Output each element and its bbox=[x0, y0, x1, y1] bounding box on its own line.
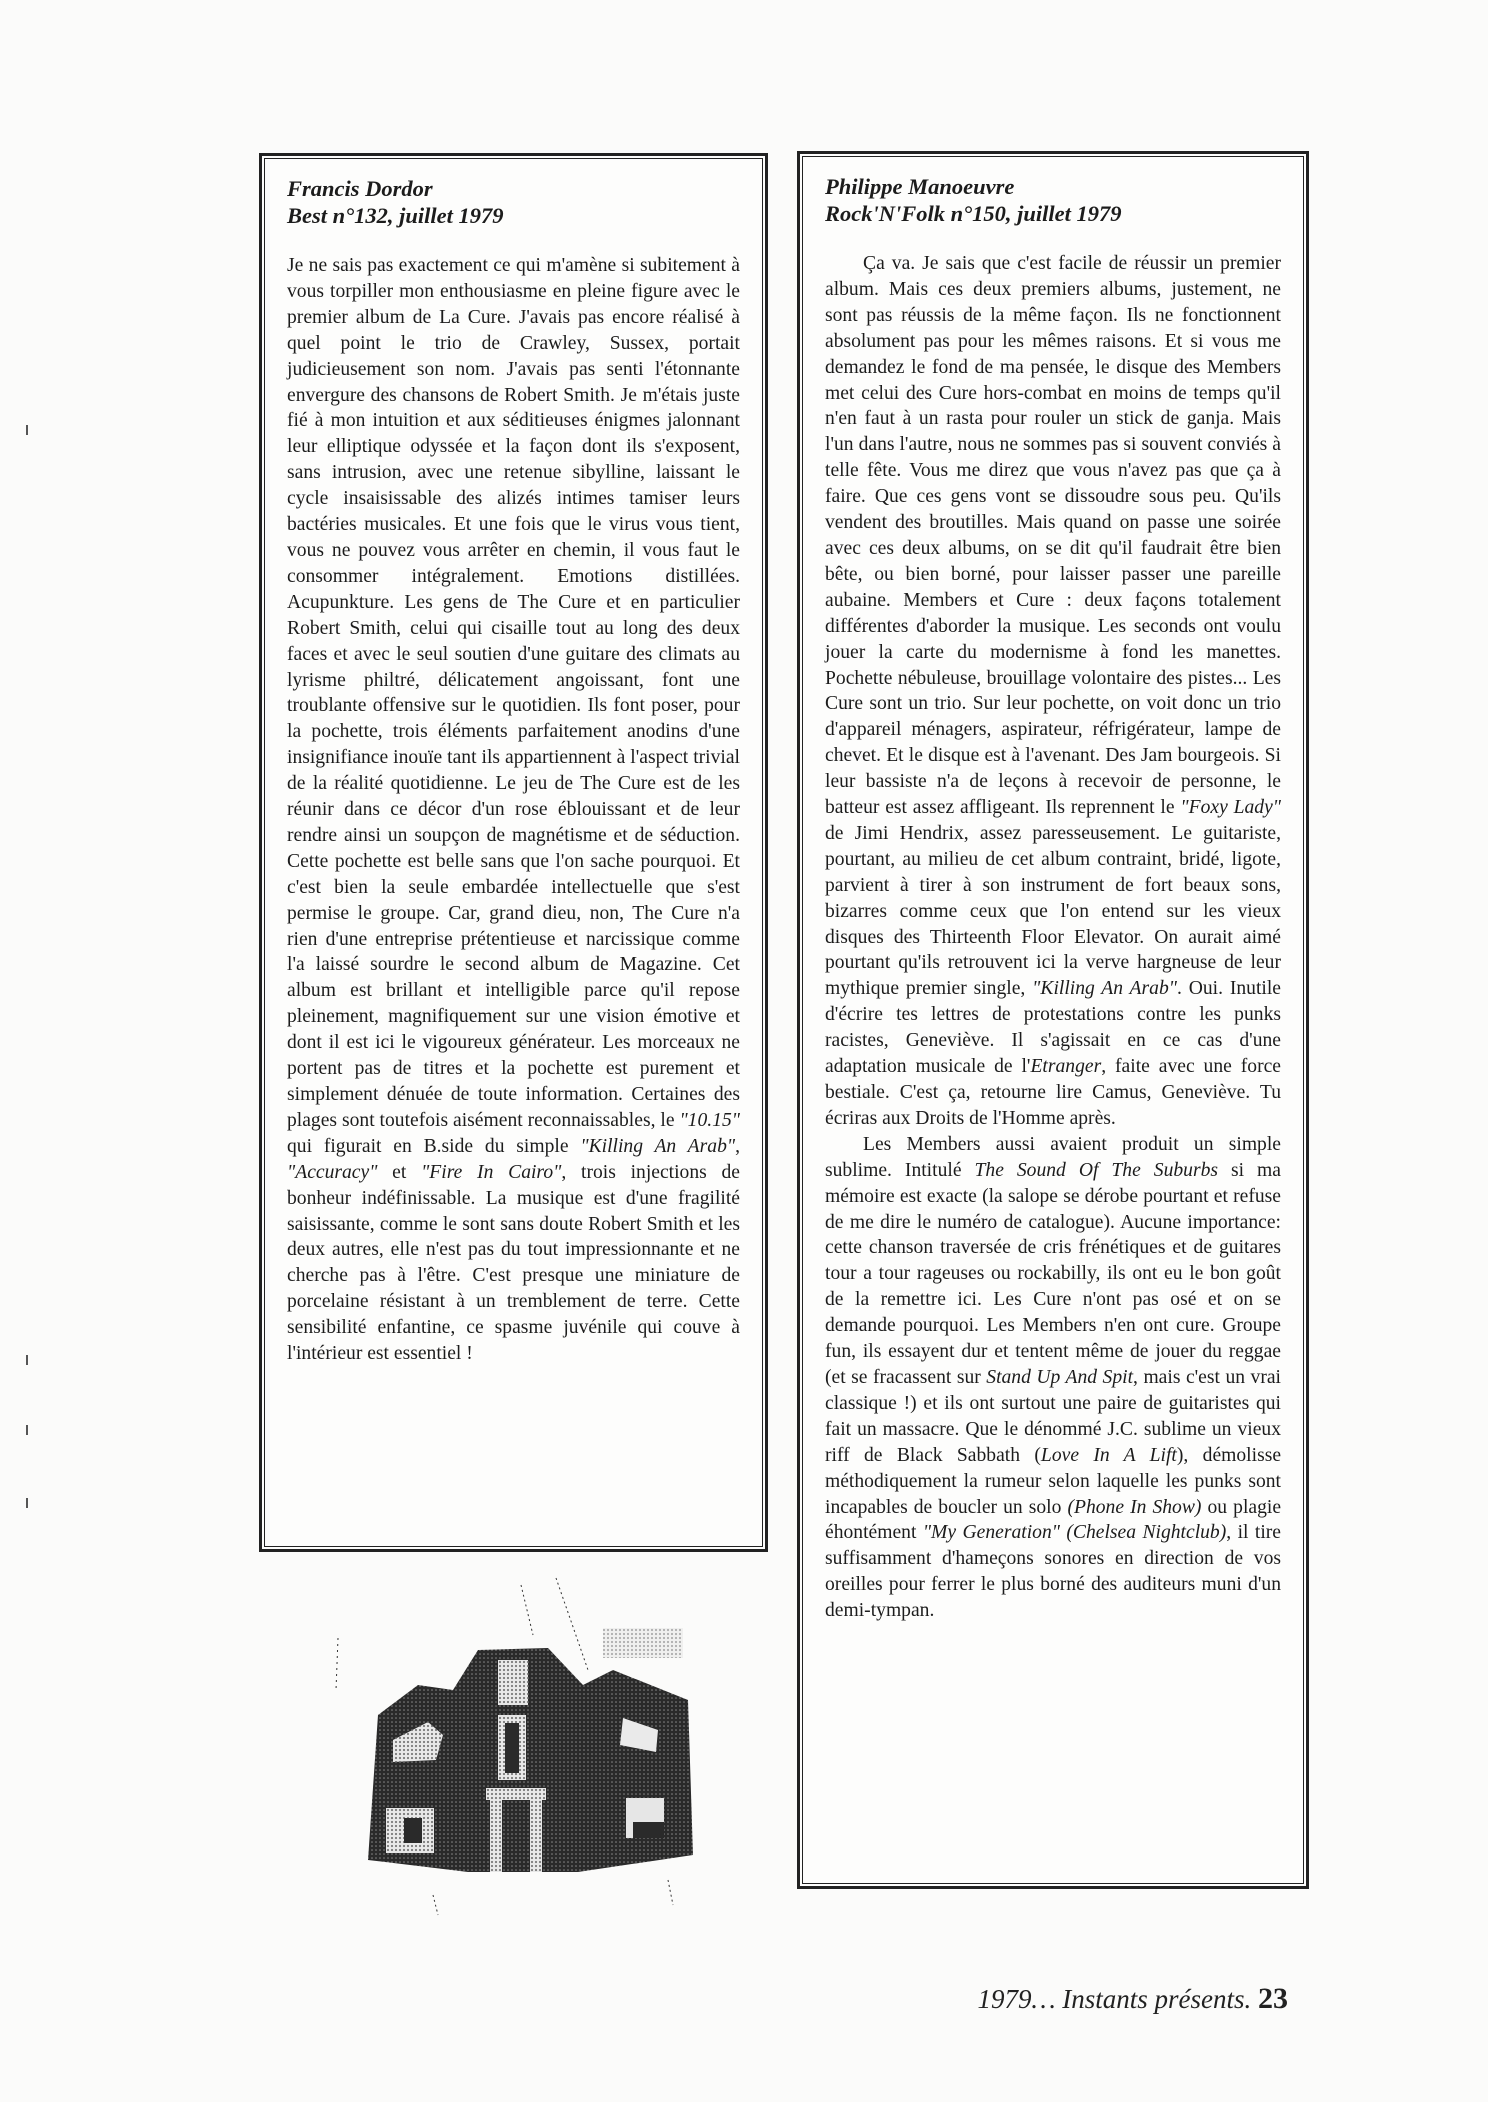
review-author: Philippe Manoeuvre bbox=[825, 174, 1015, 199]
text-run: si ma mémoire est exacte (la salope se dérobe pourtant et refuse de me dire le numéro de catalogue). Aucune importance: cette chanson traversée de cris frénétiques et de guitares tour a tour rageuses ou rockabilly, ils ont eu le bon goût de la remettre ici. Les Cure n'ont pas osé et on se demande pourquoi. Les Members n'en ont cure. Groupe fun, ils essayent dur et tentent même de jouer du reggae (et se fracassent sur bbox=[825, 1159, 1281, 1388]
porch-roof bbox=[486, 1788, 546, 1800]
review-source: Best n°132, juillet 1979 bbox=[287, 203, 504, 228]
text-run: Ça va. Je sais que c'est facile de réussir un premier album. Mais ces deux premiers albums, justement, ne sont pas réussis de la même façon. Ils ne fonctionnent absolument pas pour les mêmes raisons. Et si vous me demandez le fond de ma pensée, le disque des Members met celui des Cure hors-combat en moins de temps qu'il n'en faut à un rasta pour rouler un stick de ganja. Mais l'un dans l'autre, nous ne sommes pas si souvent conviés à telle fête. Vous me direz que vous n'avez pas que ça à faire. Que ces gens vont se dissoudre sous peu. Qu'ils vendent des broutilles. Mais quand on passe une soirée avec ces deux albums, on se dit qu'il faudrait être bien bête, ou bien borné, pour laisser passer une pareille aubaine. Members et Cure : deux façons totalement différentes d'aborder la musique. Les seconds ont voulu jouer la carte du modernisme à fond les manettes. Pochette nébuleuse, brouillage volontaire des pistes... Les Cure sont un trio. Sur leur pochette, on voit donc un trio d'appareil ménagers, aspirateur, réfrigérateur, lampe de chevet. Et le disque est à l'avenant. Des Jam bourgeois. Si leur bassiste n'a de leçons à recevoir de personne, le batteur est assez affligeant. Ils reprennent le bbox=[825, 253, 1281, 819]
italic-title: Stand Up And Spit bbox=[986, 1366, 1134, 1388]
text-run: , faite avec une force bestiale. C'est ça, retourne lire Camus, Geneviève. Tu écriras aux Droits de l'Homme après. bbox=[825, 1056, 1281, 1129]
review-author: Francis Dordor bbox=[287, 176, 433, 201]
italic-title: "Fire In Cairo" bbox=[421, 1161, 562, 1183]
scratch-line bbox=[556, 1578, 588, 1670]
text-run: Les Members aussi avaient produit un simple sublime. Intitulé bbox=[825, 1133, 1281, 1181]
review-box-manoeuvre bbox=[797, 151, 1309, 1889]
house-photo bbox=[318, 1560, 718, 1920]
porch-column bbox=[490, 1800, 502, 1872]
italic-title: "My Generation" (Chelsea Nightclub) bbox=[922, 1522, 1227, 1544]
text-run: et bbox=[377, 1161, 422, 1183]
review-box-dordor bbox=[259, 153, 768, 1552]
text-run: , mais c'est un vrai classique !) et ils ont surtout une paire de guitaristes qui fait un massacre. Que le dénommé J.C. sublime un vieux riff de Black Sabbath ( bbox=[825, 1366, 1282, 1466]
porch-column bbox=[530, 1800, 542, 1872]
text-run: , il tire suffisamment d'hameçons sonores en direction de vos oreilles pour ferrer le plus borné des auditeurs muni d'un demi-tympan. bbox=[825, 1522, 1281, 1622]
scratch-line bbox=[668, 1880, 673, 1905]
text-run: , bbox=[735, 1135, 740, 1157]
margin-mark bbox=[26, 1355, 28, 1365]
house-window bbox=[498, 1660, 528, 1705]
article-paragraph bbox=[287, 253, 740, 1367]
page-number: 23 bbox=[1258, 1982, 1288, 2015]
scratch-line bbox=[433, 1895, 438, 1915]
article-paragraph bbox=[825, 1132, 1281, 1624]
italic-title: "Killing An Arab" bbox=[580, 1135, 736, 1157]
text-run: qui figurait en B.side du simple bbox=[287, 1135, 581, 1157]
text-run: de Jimi Hendrix, assez paresseusement. Le guitariste, pourtant, au milieu de cet album contraint, bridé, ligote, parvient à tirer à son instrument de fort beaux sons, bizarres comme ceux que l'on entend sur les vieux disques des Thirteenth Floor Elevator. On aurait aimé pourtant qu'ils retrouvent ici la verve hargneuse de leur mythique premier single, bbox=[825, 822, 1281, 1000]
scratch-line bbox=[521, 1585, 533, 1635]
sky-smudge bbox=[603, 1628, 683, 1658]
text-run: Je ne sais pas exactement ce qui m'amène si subitement à vous torpiller mon enthousiasme en pleine figure avec le premier album de La Cure. J'avais pas encore réalisé à quel point le trio de Crawley, Sussex, portait judicieusement son nom. J'avais pas senti l'étonnante envergure des chansons de Robert Smith. Je m'étais juste fié à mon intuition et aux séditieuses énigmes jalonnant leur elliptique odyssée et la façon dont ils s'exposent, sans intrusion, avec une retenue sibylline, laissant le cycle insaisissable des alizés intimes tamiser leurs bactéries musicales. Et une fois que le virus vous tient, vous ne pouvez vous arrêter en chemin, il vous faut le consommer intégralement. Emotions distillées. Acupunkture. Les gens de The Cure et en particulier Robert Smith, celui qui cisaille tout au long des deux faces et avec le seul soutien d'une guitare des climats au lyrisme philtré, délicatement angoissant, font une troublante offensive sur le quotidien. Ils font poser, pour la pochette, trois éléments parfaitement anodins d'une insignifiance inouïe tant ils appartiennent à l'aspect trivial de la réalité quotidienne. Le jeu de The Cure est de les réunir dans ce décor d'un rose éblouissant et de leur rendre ainsi un soupçon de magnétisme et de séduction. Cette pochette est belle sans que l'on sache pourquoi. Et c'est bien la seule embardée intellectuelle que s'est permise le groupe. Car, grand dieu, non, The Cure n'a rien d'une entreprise prétentieuse et narcissique comme l'a laissé sourdre le second album de Magazine. Cet album est brillant et intelligible parce qu'il repose pleinement, magnifiquement sur une vision émotive et dont il est ici le vigoureux générateur. Les morceaux ne portent pas de titres et la pochette est purement et simplement dénuée de toute information. Certaines des plages sont toutefois aisément reconnaissables, le bbox=[287, 255, 740, 1131]
italic-title: The Sound Of The Suburbs bbox=[974, 1159, 1219, 1181]
italic-title: Love In A Lift bbox=[1040, 1444, 1177, 1466]
text-run: ), démolisse méthodiquement la rumeur selon laquelle les punks sont incapables de boucler un solo bbox=[825, 1444, 1282, 1518]
text-run: . Oui. Inutile d'écrire tes lettres de protestations contre les punks racistes, Geneviève. Il s'agissait en ce cas d'une adaptation musicale de l' bbox=[825, 978, 1281, 1078]
margin-mark bbox=[26, 425, 28, 435]
footer-title: 1979… Instants présents. bbox=[977, 1984, 1252, 2014]
italic-title: Etranger bbox=[1030, 1056, 1102, 1078]
review-text bbox=[287, 253, 740, 1367]
italic-title: "Accuracy" bbox=[287, 1161, 378, 1183]
text-run: ou plagie éhontément bbox=[825, 1496, 1282, 1544]
article-paragraph bbox=[825, 251, 1281, 1132]
margin-mark bbox=[26, 1425, 28, 1435]
italic-title: "Killing An Arab" bbox=[1032, 978, 1177, 1000]
italic-title: (Phone In Show) bbox=[1067, 1496, 1202, 1518]
italic-title: "10.15" bbox=[679, 1109, 740, 1131]
scratch-line bbox=[336, 1638, 338, 1690]
margin-mark bbox=[26, 1498, 28, 1508]
review-byline bbox=[287, 175, 740, 229]
page-footer bbox=[977, 1982, 1288, 2016]
review-source: Rock'N'Folk n°150, juillet 1979 bbox=[825, 201, 1122, 226]
review-text bbox=[825, 251, 1281, 1624]
italic-title: "Foxy Lady" bbox=[1180, 797, 1281, 819]
text-run: , trois injections de bonheur indéfinissable. La musique est d'une fragilité saisissante, comme le sont sans doute Robert Smith et les deux autres, elle n'est pas du tout impressionnante et ne cherche pas à l'être. C'est presque une miniature de porcelaine résistant à un tremblement de terre. Cette sensibilité enfantine, ce spasme juvénile qui couve à l'intérieur est essentiel ! bbox=[287, 1161, 741, 1365]
review-byline bbox=[825, 173, 1281, 227]
